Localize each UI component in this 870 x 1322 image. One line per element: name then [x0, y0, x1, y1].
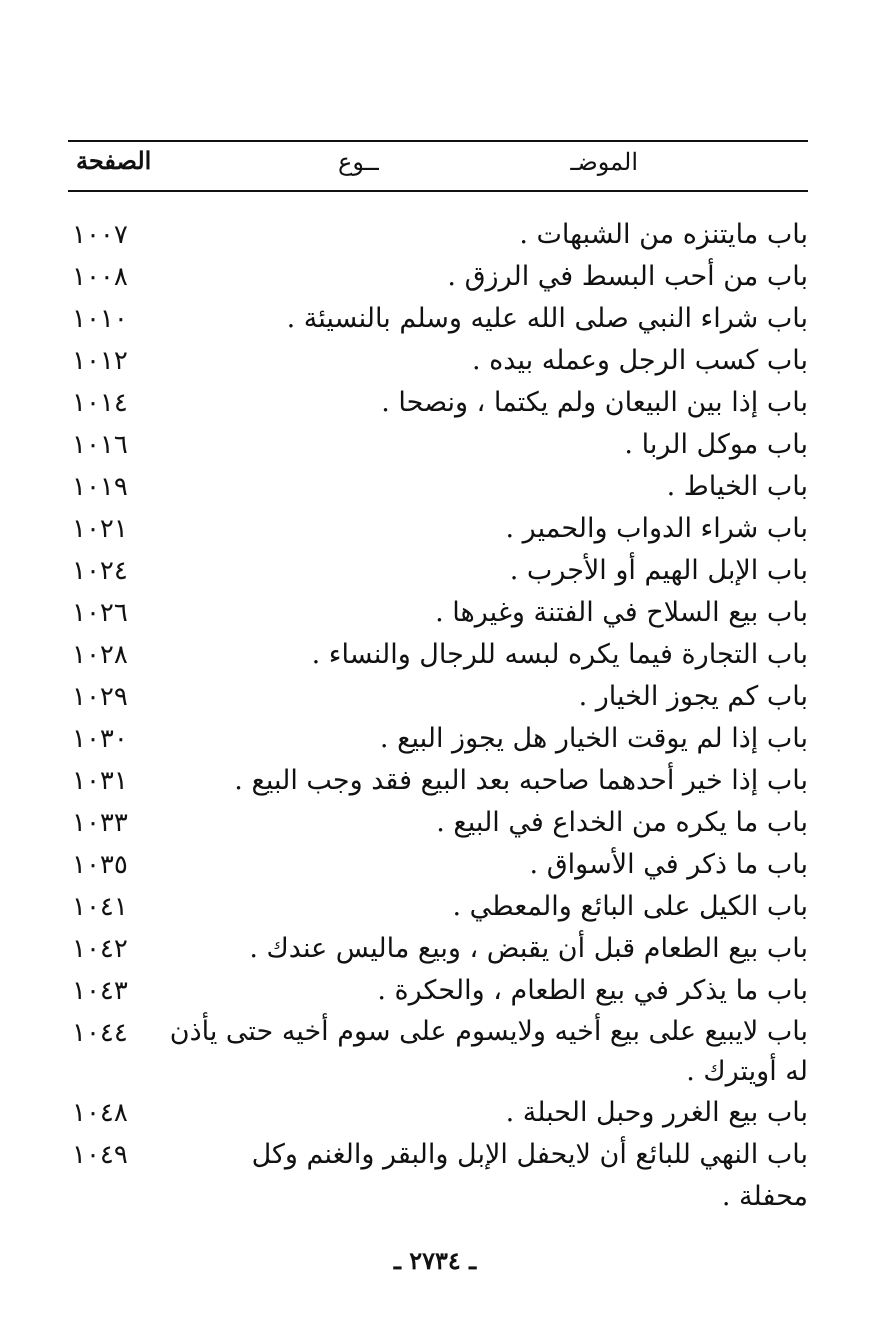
entry-page: ١٠٤٨: [72, 1098, 128, 1128]
index-entry: [68, 886, 808, 928]
entry-title: باب الخياط .: [666, 471, 808, 502]
entry-page: ١٠٢٨: [72, 640, 128, 670]
entry-page: ١٠٤٤: [72, 1018, 128, 1048]
index-entry: [68, 256, 808, 298]
index-entry: [68, 970, 808, 1012]
entry-title: باب إذا لم يوقت الخيار هل يجوز البيع .: [379, 723, 808, 754]
entry-page: ١٠٤١: [72, 892, 128, 922]
index-entry: [68, 928, 808, 970]
index-entry: [68, 760, 808, 802]
entry-title: باب شراء النبي صلى الله عليه وسلم بالنسيئة .: [286, 303, 808, 334]
entry-page: ١٠٢١: [72, 514, 128, 544]
entry-page: ١٠٤٩: [72, 1140, 128, 1170]
index-entry: [68, 718, 808, 760]
index-entry: [68, 676, 808, 718]
index-entry: [68, 802, 808, 844]
entry-page: ١٠٢٩: [72, 682, 128, 712]
index-entry: [68, 592, 808, 634]
index-entry: [68, 382, 808, 424]
entry-page: ١٠٣١: [72, 766, 128, 796]
entry-title: باب بيع الطعام قبل أن يقبض ، وبيع ماليس عندك .: [249, 933, 808, 964]
entry-page: ١٠٣٣: [72, 808, 128, 838]
entry-title: باب كم يجوز الخيار .: [578, 681, 808, 712]
entry-page: ١٠٢٤: [72, 556, 128, 586]
entry-page: ١٠١٤: [72, 388, 128, 418]
index-entry: [68, 466, 808, 508]
entry-title: باب ما يكره من الخداع في البيع .: [436, 807, 808, 838]
index-entry: [68, 508, 808, 550]
entry-title: باب مايتنزه من الشبهات .: [519, 219, 808, 250]
entry-page: ١٠٢٦: [72, 598, 128, 628]
entry-page: ١٠١٠: [72, 304, 128, 334]
entry-page: ١٠٤٣: [72, 976, 128, 1006]
entry-title: باب النهي للبائع أن لايحفل الإبل والبقر والغنم وكل محفلة .: [251, 1139, 808, 1212]
entry-page: ١٠١٩: [72, 472, 128, 502]
entry-page: ١٠١٦: [72, 430, 128, 460]
topic-label-start: الموضـ: [570, 148, 638, 176]
entry-title: باب بيع الغرر وحبل الحبلة .: [505, 1097, 808, 1128]
entry-page: ١٠٤٢: [72, 934, 128, 964]
entry-title: باب الكيل على البائع والمعطي .: [452, 891, 808, 922]
entry-page: ١٠١٢: [72, 346, 128, 376]
index-entry: [68, 634, 808, 676]
index-entries: [68, 214, 808, 1218]
entry-page: ١٠٣٠: [72, 724, 128, 754]
index-entry: [68, 1092, 808, 1134]
topic-label-end: ــوع: [338, 148, 379, 176]
entry-title: باب لايبيع على بيع أخيه ولايسوم على سوم أخيه حتى يأذن له أويترك .: [169, 1016, 808, 1087]
entry-title: باب إذا بين البيعان ولم يكتما ، ونصحا .: [381, 387, 808, 418]
index-entry: [68, 298, 808, 340]
entry-title: باب كسب الرجل وعمله بيده .: [471, 345, 808, 376]
entry-title: باب ما يذكر في بيع الطعام ، والحكرة .: [377, 975, 808, 1006]
entry-title: باب التجارة فيما يكره لبسه للرجال والنساء .: [311, 639, 808, 670]
table-header: [68, 140, 808, 192]
entry-title: باب بيع السلاح في الفتنة وغيرها .: [435, 597, 808, 628]
entry-page: ١٠٠٧: [72, 220, 128, 250]
topic-column-label: [338, 148, 638, 176]
entry-title: باب ما ذكر في الأسواق .: [529, 849, 808, 880]
entry-title: باب موكل الربا .: [624, 429, 808, 460]
index-entry: [68, 1134, 808, 1218]
entry-title: باب إذا خير أحدهما صاحبه بعد البيع فقد وجب البيع .: [234, 765, 808, 796]
entry-page: ١٠٣٥: [72, 850, 128, 880]
entry-title: باب شراء الدواب والحمير .: [505, 513, 808, 544]
index-entry: [68, 1012, 808, 1092]
entry-title: باب من أحب البسط في الرزق .: [447, 261, 808, 292]
entry-title: باب الإبل الهيم أو الأجرب .: [509, 555, 808, 586]
page-number: ـ ٢٧٣٤ ـ: [393, 1246, 477, 1275]
entry-page: ١٠٠٨: [72, 262, 128, 292]
page-column-label: الصفحة: [76, 146, 152, 175]
index-entry: [68, 844, 808, 886]
index-entry: [68, 550, 808, 592]
index-entry: [68, 214, 808, 256]
index-entry: [68, 340, 808, 382]
index-entry: [68, 424, 808, 466]
